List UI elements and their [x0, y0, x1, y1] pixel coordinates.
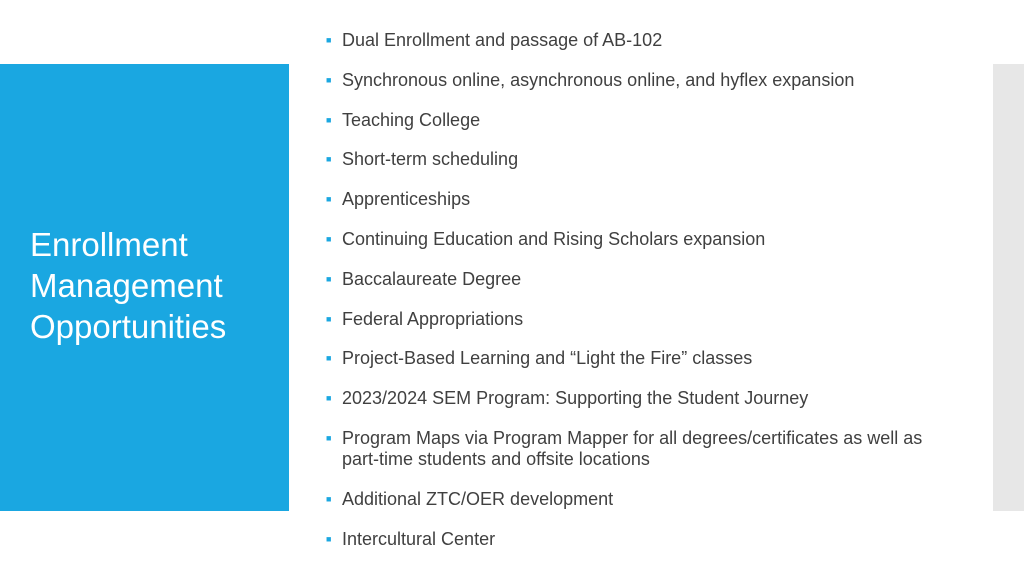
slide-title — [30, 224, 280, 347]
bullet-icon: ■ — [326, 353, 332, 364]
side-strip — [993, 64, 1024, 511]
bullet-text: Federal Appropriations — [342, 308, 524, 329]
bullet-item-program-maps — [325, 428, 925, 470]
bullet-item-ztc-oer — [325, 489, 925, 510]
bullet-text: Program Maps via Program Mapper for all degrees/certificates as well as part-time students and offsite locations — [342, 427, 923, 469]
bullet-icon: ■ — [326, 194, 332, 205]
bullet-text: Baccalaureate Degree — [342, 268, 522, 289]
title-line-2: Management — [30, 267, 223, 304]
bullet-item-continuing-ed — [325, 229, 925, 250]
bullet-text: Apprenticeships — [342, 189, 471, 210]
bullet-icon: ■ — [326, 74, 332, 85]
bullet-item-online-expansion — [325, 70, 925, 91]
bullet-icon: ■ — [326, 154, 332, 165]
bullet-text: Additional ZTC/OER development — [342, 488, 614, 509]
bullet-item-short-term — [325, 149, 925, 170]
bullet-item-dual-enrollment — [325, 30, 925, 51]
bullet-text: Teaching College — [342, 109, 481, 130]
bullet-item-federal — [325, 309, 925, 330]
bullet-icon: ■ — [326, 313, 332, 324]
bullet-text: Project-Based Learning and “Light the Fire” classes — [342, 348, 753, 369]
bullet-icon: ■ — [326, 273, 332, 284]
bullet-item-project-based — [325, 348, 925, 369]
bullet-text: 2023/2024 SEM Program: Supporting the Student Journey — [342, 388, 809, 409]
bullet-item-apprenticeships — [325, 189, 925, 210]
bullet-icon: ■ — [326, 533, 332, 544]
bullet-item-intercultural — [325, 529, 925, 550]
bullet-text: Dual Enrollment and passage of AB-102 — [342, 30, 663, 50]
bullet-text: Synchronous online, asynchronous online, and hyflex expansion — [342, 69, 855, 90]
bullet-icon: ■ — [326, 114, 332, 125]
bullet-item-baccalaureate — [325, 269, 925, 290]
bullet-icon: ■ — [326, 393, 332, 404]
bullet-item-teaching-college — [325, 110, 925, 131]
bullet-text: Intercultural Center — [342, 528, 496, 549]
bullet-text: Continuing Education and Rising Scholars expansion — [342, 228, 766, 249]
bullet-text: Short-term scheduling — [342, 149, 519, 170]
bullet-item-sem-program — [325, 388, 925, 409]
title-line-3: Opportunities — [30, 308, 227, 345]
bullet-icon: ■ — [326, 493, 332, 504]
bullet-icon: ■ — [326, 233, 332, 244]
bullet-list — [325, 30, 925, 568]
title-line-1: Enrollment — [30, 226, 188, 263]
bullet-icon: ■ — [326, 35, 332, 45]
bullet-icon: ■ — [326, 432, 332, 443]
